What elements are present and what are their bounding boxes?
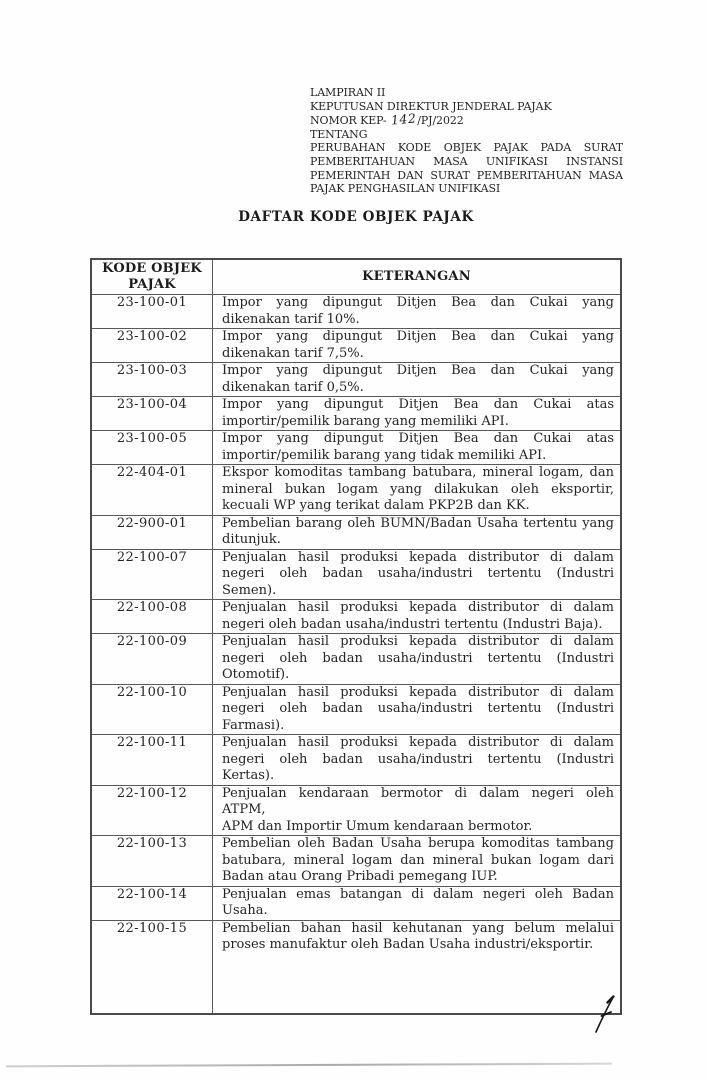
kode-cell: 23-100-03 [91,363,213,397]
letterhead-block [310,86,623,196]
lampiran-label: LAMPIRAN II [310,86,386,99]
keterangan-cell: Penjualan kendaraan bermotor di dalam negeri oleh ATPM, APM dan Importir Umum kendaraan bermotor. [213,785,622,836]
keterangan-cell: Penjualan hasil produksi kepada distributor di dalam negeri oleh badan usaha/industri tertentu (Industri Farmasi). [213,684,622,735]
kode-cell: 22-100-14 [91,886,213,920]
kode-cell: 22-100-10 [91,684,213,735]
keterangan-cell: Impor yang dipungut Ditjen Bea dan Cukai yang dikenakan tarif 10%. [213,295,622,329]
keterangan-cell: Penjualan hasil produksi kepada distributor di dalam negeri oleh badan usaha/industri tertentu (Industri Baja). [213,600,622,634]
kode-cell: 22-100-07 [91,549,213,600]
table-row [91,363,621,397]
keterangan-cell: Penjualan emas batangan di dalam negeri oleh Badan Usaha. [213,886,622,920]
table-row [91,295,621,329]
kode-objek-pajak-table [90,258,622,1015]
handwritten-initial-mark [591,991,623,1035]
keterangan-cell: Impor yang dipungut Ditjen Bea dan Cukai yang dikenakan tarif 0,5%. [213,363,622,397]
kode-cell: 22-100-11 [91,735,213,786]
table-row [91,836,621,887]
kode-cell: 22-900-01 [91,515,213,549]
keterangan-cell: Pembelian oleh Badan Usaha berupa komoditas tambang batubara, mineral logam dan mineral bukan logam dari Badan atau Orang Pribadi pemegang IUP. [213,836,622,887]
subject-paragraph: PERUBAHAN KODE OBJEK PAJAK PADA SURAT PEMBERITAHUAN MASA UNIFIKASI INSTANSI PEMERINTAH DAN SURAT PEMBERITAHUAN MASA PAJAK PENGHASILAN UNIFIKASI [310,141,623,196]
table-row [91,329,621,363]
table-row [91,600,621,634]
kode-cell: 22-100-15 [91,920,213,1014]
table-row [91,397,621,431]
kode-cell: 22-100-12 [91,785,213,836]
page-title: DAFTAR KODE OBJEK PAJAK [238,209,474,225]
nomor-line [310,110,623,128]
keterangan-cell: Ekspor komoditas tambang batubara, mineral logam, dan mineral bukan logam yang dilakukan oleh eksportir, kecuali WP yang terikat dalam PKP2B dan KK. [213,465,622,516]
table-row [91,515,621,549]
table-row [91,886,621,920]
keterangan-cell: Impor yang dipungut Ditjen Bea dan Cukai atas importir/pemilik barang yang memiliki API. [213,397,622,431]
kode-cell: 22-100-09 [91,634,213,685]
column-header-kode-objek-pajak: KODE OBJEK PAJAK [91,259,213,295]
keterangan-cell: Impor yang dipungut Ditjen Bea dan Cukai yang dikenakan tarif 7,5%. [213,329,622,363]
table-row [91,549,621,600]
table-row [91,684,621,735]
table-row [91,735,621,786]
keterangan-cell: Penjualan hasil produksi kepada distributor di dalam negeri oleh badan usaha/industri tertentu (Industri Semen). [213,549,622,600]
keterangan-cell: Penjualan hasil produksi kepada distributor di dalam negeri oleh badan usaha/industri tertentu (Industri Otomotif). [213,634,622,685]
nomor-number-handwritten: 142 [390,110,417,128]
kode-cell: 23-100-02 [91,329,213,363]
keterangan-cell: Pembelian bahan hasil kehutanan yang belum melalui proses manufaktur oleh Badan Usaha industri/eksportir. [213,920,622,1014]
table-row [91,634,621,685]
keputusan-line: KEPUTUSAN DIREKTUR JENDERAL PAJAK [310,99,552,113]
table-row [91,920,621,1014]
keterangan-cell: Penjualan hasil produksi kepada distributor di dalam negeri oleh badan usaha/industri tertentu (Industri Kertas). [213,735,622,786]
nomor-suffix: /PJ/2022 [417,114,464,128]
kode-cell: 22-404-01 [91,465,213,516]
column-header-keterangan: KETERANGAN [213,259,622,295]
kode-cell: 23-100-04 [91,397,213,431]
kode-cell: 22-100-13 [91,836,213,887]
keterangan-cell: Pembelian barang oleh BUMN/Badan Usaha tertentu yang ditunjuk. [213,515,622,549]
table-row [91,785,621,836]
kode-cell: 23-100-05 [91,431,213,465]
kode-cell: 22-100-08 [91,600,213,634]
table-header-row [91,259,621,295]
scan-edge-artifact [6,1063,612,1068]
table-row [91,431,621,465]
keterangan-cell: Impor yang dipungut Ditjen Bea dan Cukai atas importir/pemilik barang yang tidak memiliki API. [213,431,622,465]
nomor-prefix: NOMOR KEP- [310,114,387,128]
kode-cell: 23-100-01 [91,295,213,329]
tentang-label: TENTANG [310,127,368,141]
table-row [91,465,621,516]
